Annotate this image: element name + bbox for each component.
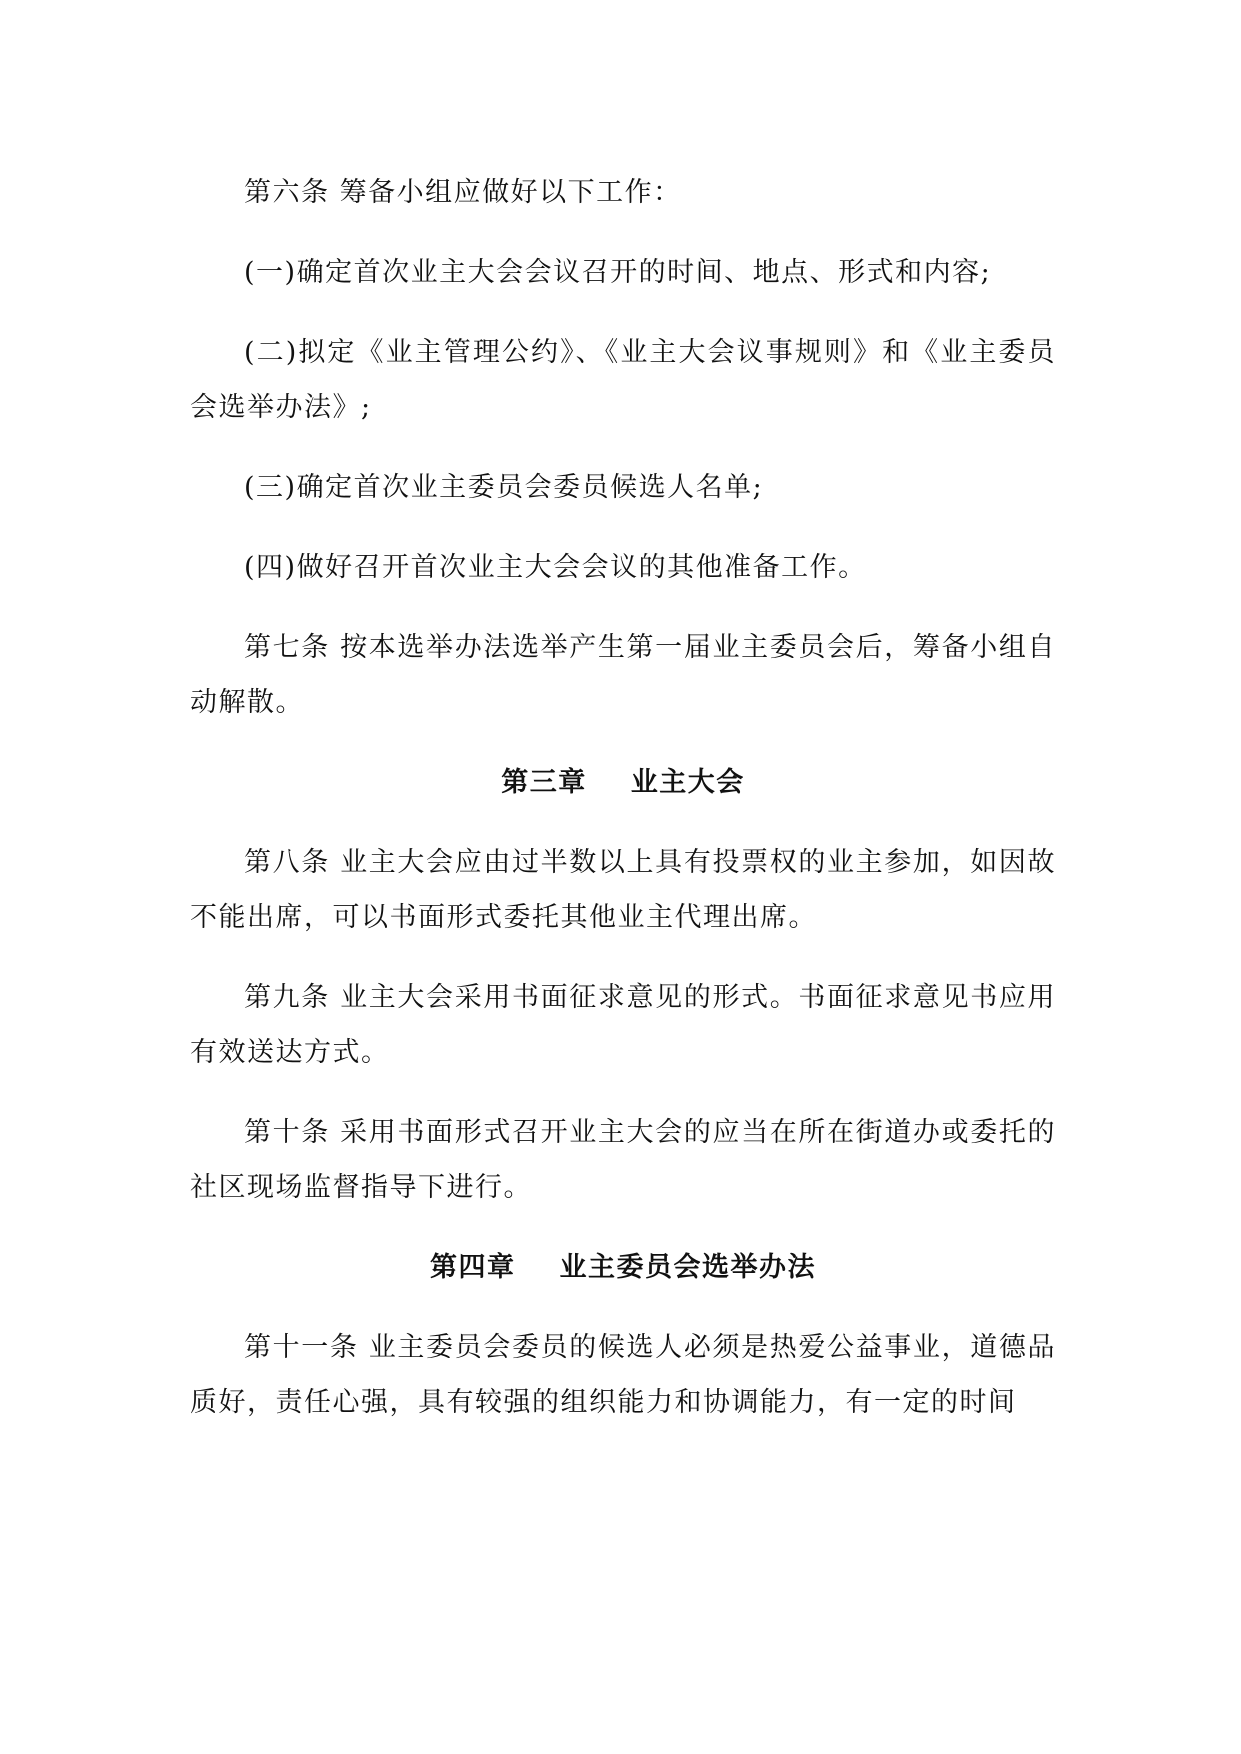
article-6-item-3: (三)确定首次业主委员会委员候选人名单;: [244, 472, 764, 503]
chapter-3-title: 业主大会: [630, 767, 745, 798]
article-6-item-1: (一)确定首次业主大会会议召开的时间、地点、形式和内容;: [244, 257, 992, 288]
chapter-4-heading: [190, 1240, 1056, 1295]
article-8: 第八条 业主大会应由过半数以上具有投票权的业主参加，如因故不能出席，可以书面形式委托其他业主代理出席。: [190, 847, 1056, 933]
article-6-item-4: (四)做好召开首次业主大会会议的其他准备工作。: [244, 552, 867, 583]
chapter-3-number: 第三章: [501, 767, 587, 798]
chapter-4-number: 第四章: [430, 1252, 516, 1283]
article-7: 第七条 按本选举办法选举产生第一届业主委员会后，筹备小组自动解散。: [190, 632, 1056, 718]
article-6-item-2: (二)拟定《业主管理公约》、《业主大会议事规则》和《业主委员会选举办法》;: [190, 337, 1056, 423]
chapter-4-title: 业主委员会选举办法: [559, 1252, 816, 1283]
article-6: 第六条 筹备小组应做好以下工作：: [244, 177, 682, 208]
article-11: 第十一条 业主委员会委员的候选人必须是热爱公益事业，道德品质好，责任心强，具有较强的组织能力和协调能力，有一定的时间: [190, 1332, 1056, 1418]
article-9: 第九条 业主大会采用书面征求意见的形式。书面征求意见书应用有效送达方式。: [190, 982, 1056, 1068]
article-10: 第十条 采用书面形式召开业主大会的应当在所在街道办或委托的社区现场监督指导下进行。: [190, 1117, 1056, 1203]
chapter-3-heading: [190, 755, 1056, 810]
